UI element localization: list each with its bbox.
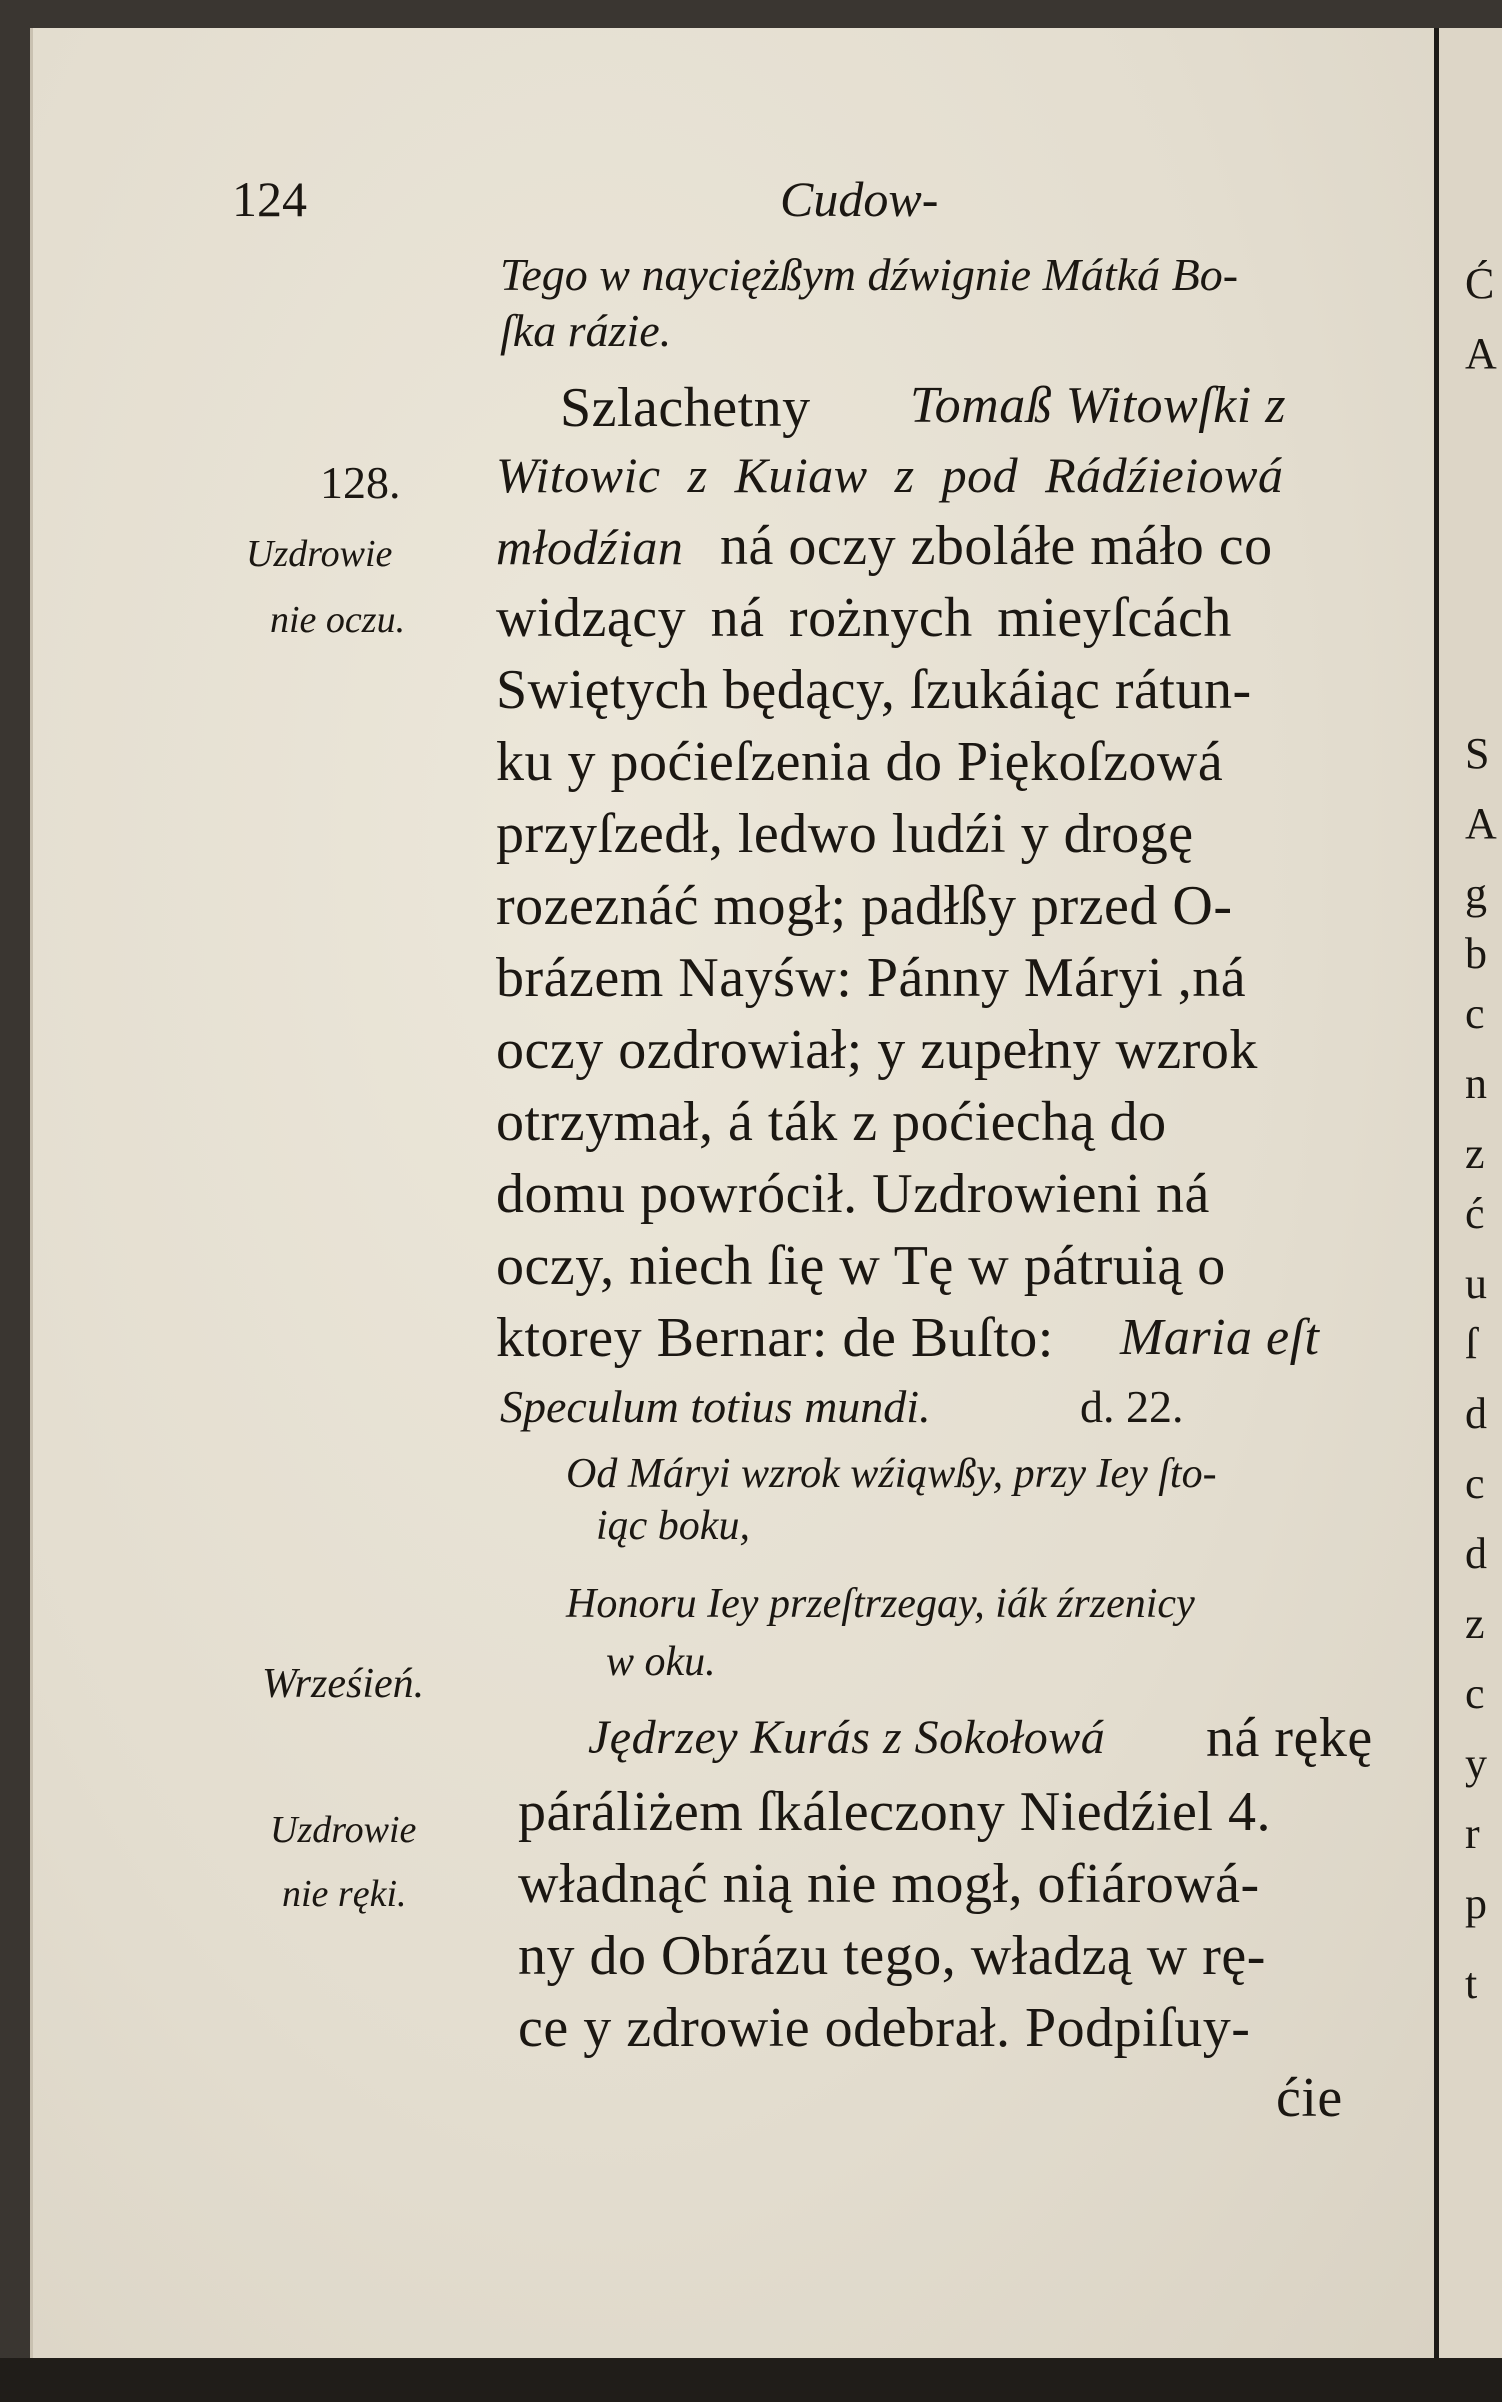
- text-line: ktorey Bernar: de Buſto:: [496, 1307, 1054, 1369]
- text-line: oczy, niech ſię w Tę w pátruią o: [496, 1235, 1226, 1297]
- margin-note: nie ręki.: [282, 1873, 407, 1915]
- verse-line: w oku.: [606, 1639, 716, 1685]
- margin-note-month: Wrześień.: [262, 1661, 425, 1707]
- facing-page-letter: d: [1465, 1529, 1487, 1578]
- text-line: rozeznáć mogł; padłßy przed O-: [496, 875, 1233, 937]
- text-line: ce y zdrowie odebrał. Podpiſuy-: [518, 1997, 1251, 2059]
- facing-page-letter: z: [1465, 1129, 1485, 1178]
- facing-page-letter: r: [1465, 1809, 1480, 1858]
- text-line: d. 22.: [1080, 1381, 1184, 1432]
- text-line: oczy ozdrowiał; y zupełny wzrok: [496, 1019, 1258, 1081]
- text-line: Jędrzey Kurás z Sokołowá: [588, 1711, 1106, 1764]
- facing-page-letter: ſ: [1465, 1319, 1478, 1368]
- facing-page-letter: S: [1465, 729, 1490, 778]
- margin-note: Uzdrowie: [270, 1809, 417, 1851]
- text-line: otrzymał, á ták z poćiechą do: [496, 1091, 1167, 1153]
- facing-page-letter: p: [1465, 1879, 1487, 1928]
- text-line: przyſzedł, ledwo ludźi y drogę: [496, 803, 1194, 865]
- text-line: Speculum totius mundi.: [500, 1381, 931, 1432]
- margin-note: Uzdrowie: [246, 533, 393, 575]
- facing-page-letter: z: [1465, 1599, 1485, 1648]
- facing-page-letter: u: [1465, 1259, 1487, 1308]
- facing-page-letter: t: [1465, 1959, 1478, 2008]
- paragraph-number: 128.: [320, 457, 401, 508]
- text-line: młodźian: [496, 519, 684, 575]
- verse-line: Honoru Iey przeſtrzegay, iák źrzenicy: [566, 1581, 1195, 1627]
- facing-page-letter: ć: [1465, 1189, 1485, 1238]
- text-line: ná oczy zboláłe máło co: [720, 515, 1273, 577]
- text-line: widzący ná rożnych mieyſcách: [496, 587, 1232, 649]
- catchword: ćie: [1276, 2067, 1343, 2129]
- text-line: ku y poćieſzenia do Piękoſzowá: [496, 731, 1224, 793]
- text-line: Witowic z Kuiaw z pod Rádźieiowá: [496, 447, 1284, 503]
- text-line: Swiętych będący, ſzukáiąc rátun-: [496, 659, 1252, 721]
- facing-page-letter: y: [1465, 1739, 1487, 1788]
- facing-page-letter: c: [1465, 1669, 1485, 1718]
- text-line: Szlachetny: [560, 377, 811, 439]
- text-line: Maria eſt: [1120, 1309, 1320, 1366]
- text-line: Tego w nayciężßym dźwignie Mátká Bo-: [500, 249, 1239, 300]
- facing-page-letter: n: [1465, 1059, 1487, 1108]
- text-line: ny do Obrázu tego, władzą w rę-: [518, 1925, 1266, 1987]
- page-number: 124: [232, 171, 307, 227]
- facing-page-letter: d: [1465, 1389, 1487, 1438]
- facing-page-letter: g: [1465, 869, 1487, 918]
- text-line: ná rękę: [1206, 1707, 1373, 1769]
- text-line: domu powrócił. Uzdrowieni ná: [496, 1163, 1210, 1225]
- running-head: Cudow-: [780, 171, 939, 227]
- text-line: ſka rázie.: [500, 305, 672, 356]
- margin-note: nie oczu.: [270, 599, 406, 641]
- facing-page-letter: c: [1465, 989, 1485, 1038]
- text-line: Tomaß Witowſki z: [910, 377, 1286, 434]
- facing-page-letter: b: [1465, 929, 1487, 978]
- text-line: páráliżem ſkáleczony Niedźiel 4.: [518, 1781, 1271, 1843]
- verse-line: Od Máryi wzrok wźiąwßy, przy Iey ſto-: [566, 1451, 1217, 1497]
- text-line: brázem Nayśw: Pánny Máryi ,ná: [496, 947, 1247, 1009]
- facing-page-edge: [1434, 28, 1502, 2358]
- facing-page-letter: A: [1465, 799, 1497, 848]
- facing-page-letter: Ć: [1465, 259, 1495, 308]
- verse-line: iąc boku,: [596, 1503, 750, 1549]
- facing-page-letter: A: [1465, 329, 1497, 378]
- facing-page-letter: c: [1465, 1459, 1485, 1508]
- text-line: władnąć nią nie mogł, ofiárowá-: [518, 1853, 1260, 1915]
- scan-background: [0, 2358, 1502, 2402]
